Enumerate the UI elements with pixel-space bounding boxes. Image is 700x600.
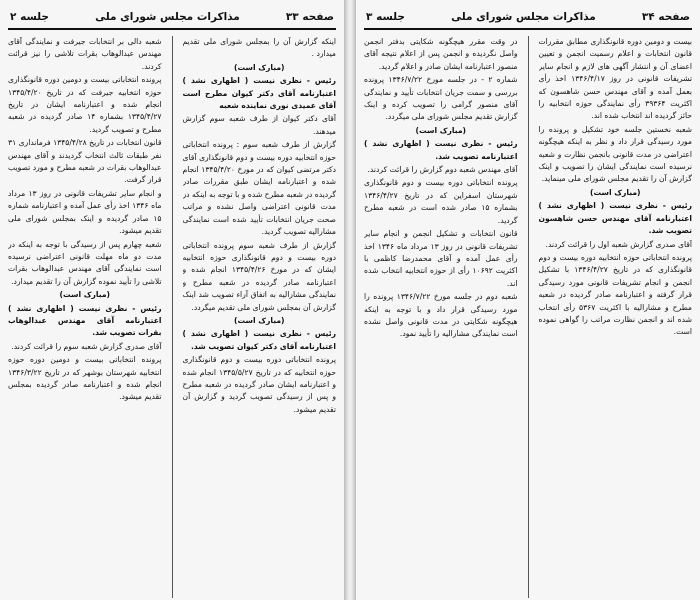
paragraph: پرونده انتخاباتی دوره بیست و دوم قانونگذاری حوزه انتخابیه که در تاریخ ۱۳۴۵/۵/۲۷ انجام شده و اعتبارنامه ایشان صادر گردیده در شعبه مطرح و پس از رسیدگی تصویب گردید و گزارش آن تقدیم میشود. bbox=[182, 355, 336, 414]
paragraph: پرونده انتخاباتی حوزه انتخابیه دوره بیست و دوم قانونگذاری که در تاریخ ۱۳۴۶/۴/۲۷ با تشکیل انجمن و انجام تشریفات قانونی مورد رسیدگی قرار گرفته و اعتبارنامه صادر گردیده در شعبه مطرح و مشارالیه با اکثریت ۵۳۶۷ رأی انتخاب شده اند و انجمن نظارت مراتب را گواهی نموده است. bbox=[538, 252, 692, 337]
paragraph: (مبارک است) bbox=[590, 187, 641, 197]
paragraph: آقای مهندس شعبه دوم گزارش را قرائت کردند. bbox=[367, 165, 518, 175]
paragraph: رئیس - نظری نیست ( اظهاری نشد ) اعتبارنامه آقای مهندس حسن شاهسون تصویب شد. bbox=[538, 201, 692, 236]
paragraph: گزارش از طرف شعبه سوم پرونده انتخاباتی دوره بیست و دوم قانونگذاری حوزه انتخابیه ایشان که در مورخ ۱۳۴۵/۴/۲۶ انجام شده و اعتبارنامه صادر گردیده در شعبه مطرح و نمایندگی مشارالیه به اتفاق آراء تصویب شد اینک گزارش آن بمجلس شورای ملی تقدیم میگردد. bbox=[182, 240, 336, 312]
right-session-label: جلسه ۳ bbox=[366, 11, 405, 23]
paragraph: (مبارک است) bbox=[59, 290, 110, 300]
paragraph: آقای صدری گزارش شعبه سوم را قرائت کردند. bbox=[11, 341, 162, 351]
right-page-number: صفحه ۳۴ bbox=[641, 11, 690, 23]
left-page-title: مذاکرات مجلس شورای ملی bbox=[95, 11, 240, 23]
right-page-column-left bbox=[364, 36, 518, 598]
paragraph: (مبارک است) bbox=[234, 62, 285, 72]
paragraph: رئیس - نظری نیست ( اظهاری نشد ) اعتبارنامه تصویب شد. bbox=[364, 139, 518, 161]
paragraph: رئیس - نظری نیست ( اظهاری نشد ) اعتبارنامه آقای دکتر کیوان مطرح است آقای عمیدی نوری نماینده شعبه bbox=[182, 76, 336, 111]
right-page bbox=[356, 0, 700, 600]
paragraph: و انجام سایر تشریفات قانونی در روز ۱۳ مرداد ماه ۱۳۴۶ اخذ رأی عمل آمده و اعتبارنامه شماره ۱۵ صادر گردیده و اینک بمجلس شورای ملی تقدیم میشود. bbox=[8, 188, 162, 236]
paragraph: قانون انتخابات و تشکیل انجمن و انجام سایر تشریفات قانونی در روز ۱۳ مرداد ماه ۱۳۴۶ اخذ رأی عمل آمده و آقای محمدرضا کاظمی با اکثریت ۱۰۶۹۲ رأی از حوزه انتخابیه انتخاب شده اند. bbox=[364, 229, 518, 288]
paragraph: شماره ۲ - در جلسه مورخ ۱۳۴۶/۷/۲۲ پرونده بررسی و سمت جریان انتخابات تأیید و نمایندگی آقای منصور گرامی را تصویب کرده و اینک گزارش تقدیم مجلس شورای ملی میگردد. bbox=[364, 75, 518, 122]
paragraph: بیست و دومین دوره قانونگذاری مطابق مقررات قانون انتخابات و اعلام رسمیت انجمن و تعیین اعضای آن و انتشار آگهی های لازم و انجام سایر تشریفات قانونی در روز ۱۳۴۶/۴/۱۷ اخذ رأی بعمل آمده و آقای مهندس حسن شاهسون که اکثریت ۳۹۳۶۴ رأی نمایندگی حوزه انتخابیه را حائز گردیده اند انتخاب شده اند. bbox=[538, 37, 692, 121]
right-page-column-right bbox=[539, 36, 693, 598]
paragraph: شعبه دالی بر انتخابات جیرفت و نمایندگی آقای مهندس عبدالوهاب بقرات تلاشی را نیز قرائت کردند. bbox=[8, 37, 162, 71]
paragraph: اینکه گزارش آن را بمجلس شورای ملی تقدیم میدارد . bbox=[182, 37, 336, 59]
right-page-columns bbox=[364, 36, 692, 598]
left-page-columns bbox=[8, 36, 336, 598]
paragraph: پرونده انتخاباتی بیست و دومین دوره حوزه انتخابیه شهرستان بوشهر که در تاریخ ۱۳۴۶/۳/۲۲ انجام شده و اعتبارنامه صادر گردیده بمجلس تقدیم میشود. bbox=[8, 355, 162, 402]
right-page-title: مذاکرات مجلس شورای ملی bbox=[451, 11, 596, 23]
paragraph: شعبه چهارم پس از رسیدگی با توجه به اینکه در مدت دو ماه مهلت قانونی اعتراضی نرسیده است نمایندگی آقای مهندس عبدالوهاب بقرات تلاشی را تأیید نموده گزارش آن را تقدیم میدارد. bbox=[8, 239, 162, 286]
paragraph: رئیس - نظری نیست ( اظهاری نشد ) اعتبارنامه آقای مهندس عبدالوهاب بقرات تصویب شد. bbox=[8, 303, 162, 338]
page-gutter bbox=[344, 0, 356, 600]
left-page-header bbox=[8, 6, 336, 30]
left-page bbox=[0, 0, 344, 600]
paragraph: (مبارک است) bbox=[234, 315, 285, 325]
column-rule bbox=[172, 36, 173, 598]
left-page-number: صفحه ۳۳ bbox=[285, 11, 334, 23]
paragraph: آقای صدری گزارش شعبه اول را قرائت کردند. bbox=[545, 239, 692, 249]
right-page-header bbox=[364, 6, 692, 30]
paragraph: آقای دکتر کیوان از طرف شعبه سوم گزارش میدهند. bbox=[182, 114, 336, 136]
paragraph: (مبارک است) bbox=[415, 125, 466, 135]
paragraph: رئیس - نظری نیست ( اظهاری نشد ) اعتبارنامه آقای دکتر کیوان تصویب شد. bbox=[182, 329, 336, 351]
paragraph: قانون انتخابات در تاریخ ۱۳۴۵/۴/۲۸ فرمانداری ۳۱ نفر طبقات ثالث انتخاب گردیدند و آقای مهندس عبدالوهاب بقرات در شعبه مطرح و مورد تصویب قرار گرفت. bbox=[8, 138, 162, 185]
paragraph: در وقت مقرر هیچگونه شکایتی بدفتر انجمن واصل نگردیده و انجمن پس از اعلام نتیجه آقای منصور اعتبارنامه ایشان صادر و اعلام گردید. bbox=[364, 37, 518, 71]
left-page-column-right bbox=[183, 36, 337, 598]
paragraph: گزارش از طرف شعبه سوم : پرونده انتخاباتی حوزه انتخابیه دوره بیست و دوم قانونگذاری آقای دکتر مرتضی کیوان که در مورخ ۱۳۴۵/۴/۲۰ انجام شده و اعتبارنامه ایشان طبق مقررات صادر گردیده در شعبه مطرح شده و با توجه به اینکه در مدت قانونی اعتراضی واصل نشده و مراتب صحت جریان انتخابات تأیید شده است نمایندگی مشارالیه تصویب گردید. bbox=[182, 140, 336, 237]
paragraph: شعبه نخستین جلسه خود تشکیل و پرونده را مورد رسیدگی قرار داد و نظر به اینکه هیچگونه اعتراضی در مدت قانونی بانجمن نظارت و شعبه نرسیده است نمایندگی ایشان را تصویب و اینک گزارش آن را تقدیم مجلس شورای ملی مینماید. bbox=[538, 124, 692, 184]
left-session-label: جلسه ۲ bbox=[10, 11, 49, 23]
paragraph: پرونده انتخاباتی دوره بیست و دوم قانونگذاری شهرستان اسفراین که در تاریخ ۱۳۴۶/۴/۲۷ بشماره ۱۵ صادر شده است در شعبه مطرح گردید. bbox=[364, 178, 518, 225]
paragraph: پرونده انتخاباتی بیست و دومین دوره قانونگذاری حوزه انتخابیه جیرفت که در تاریخ ۱۳۴۵/۴/۲۰ انجام شده و اعتبارنامه ایشان در تاریخ ۱۳۴۵/۴/۲۷ بشماره ۱۴ صادر گردیده در شعبه مطرح و تصویب گردید. bbox=[8, 75, 162, 134]
paragraph: شعبه دوم در جلسه مورخ ۱۳۴۶/۷/۲۲ پرونده را مورد رسیدگی قرار داد و با توجه به اینکه هیچگونه شکایتی در مدت قانونی واصل نشده است نمایندگی مشارالیه را تأیید نمود. bbox=[364, 292, 518, 339]
left-page-column-left bbox=[8, 36, 162, 598]
column-rule bbox=[528, 36, 529, 598]
